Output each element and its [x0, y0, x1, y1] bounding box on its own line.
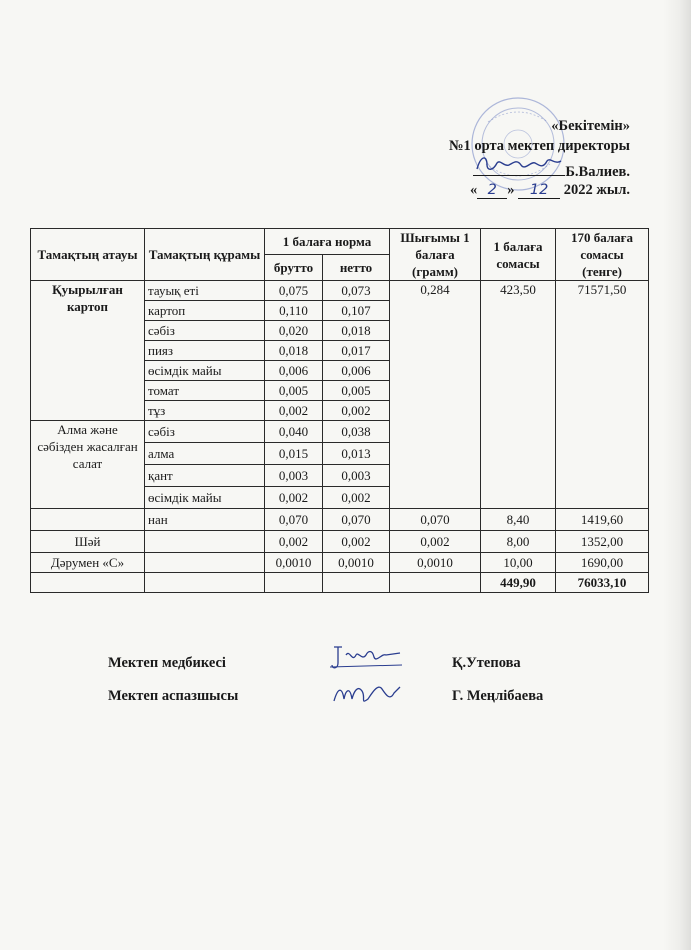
ingredient-net: 0,002: [323, 487, 390, 509]
date-day: 2: [477, 182, 507, 199]
table-row: [31, 531, 649, 553]
tea-composition: [145, 531, 265, 553]
ingredient-gross: 0,015: [265, 443, 323, 465]
ingredient-net: 0,006: [323, 361, 390, 381]
tea-name: Шәй: [31, 531, 145, 553]
page-edge-shadow: [663, 0, 691, 950]
bread-gross: 0,070: [265, 509, 323, 531]
director-signature-line: [473, 161, 630, 181]
date-close-quote: »: [507, 182, 515, 198]
ingredient-gross: 0,075: [265, 281, 323, 301]
totals-empty-5: [390, 573, 481, 593]
vitamin-gross: 0,0010: [265, 553, 323, 573]
table-row: [31, 553, 649, 573]
ingredient-net: 0,038: [323, 421, 390, 443]
totals-empty-2: [145, 573, 265, 593]
bread-net: 0,070: [323, 509, 390, 531]
ingredient-name: өсімдік майы: [145, 361, 265, 381]
ingredient-name: пияз: [145, 341, 265, 361]
ingredient-gross: 0,040: [265, 421, 323, 443]
vitamin-cost-all: 1690,00: [556, 553, 649, 573]
ingredient-gross: 0,003: [265, 465, 323, 487]
ingredient-gross: 0,005: [265, 381, 323, 401]
nurse-name: Қ.Утепова: [452, 655, 521, 671]
bread-composition: нан: [145, 509, 265, 531]
approval-date: [470, 182, 630, 199]
ingredient-net: 0,017: [323, 341, 390, 361]
bread-output: 0,070: [390, 509, 481, 531]
cook-signature: [330, 677, 406, 709]
nurse-signature: [328, 641, 408, 675]
menu-table: [30, 228, 649, 593]
ingredient-name: тұз: [145, 401, 265, 421]
ingredient-name: сәбіз: [145, 421, 265, 443]
cook-row: [108, 688, 544, 705]
dish2-name: Алма және сәбізден жасалған салат: [31, 421, 145, 509]
ingredient-net: 0,018: [323, 321, 390, 341]
vitamin-net: 0,0010: [323, 553, 390, 573]
tea-cost-one: 8,00: [481, 531, 556, 553]
bread-cost-one: 8,40: [481, 509, 556, 531]
ingredient-gross: 0,018: [265, 341, 323, 361]
tea-output: 0,002: [390, 531, 481, 553]
totals-empty-4: [323, 573, 390, 593]
vitamin-cost-one: 10,00: [481, 553, 556, 573]
dish1-cost-one: 423,50: [481, 281, 556, 509]
ingredient-name: қант: [145, 465, 265, 487]
header-cost-all: 170 балаға сомасы (тенге): [556, 229, 649, 281]
table-row: [31, 281, 649, 301]
date-month: 12: [518, 182, 560, 199]
director-signature: [473, 161, 565, 176]
totals-cost-one: 449,90: [481, 573, 556, 593]
ingredient-net: 0,003: [323, 465, 390, 487]
tea-net: 0,002: [323, 531, 390, 553]
header-output: Шығымы 1 балаға (грамм): [390, 229, 481, 281]
vitamin-output: 0,0010: [390, 553, 481, 573]
totals-cost-all: 76033,10: [556, 573, 649, 593]
header-net: нетто: [323, 255, 390, 281]
ingredient-gross: 0,020: [265, 321, 323, 341]
ingredient-name: сәбіз: [145, 321, 265, 341]
totals-empty-1: [31, 573, 145, 593]
header-gross: брутто: [265, 255, 323, 281]
header-composition: Тамақтың құрамы: [145, 229, 265, 281]
tea-gross: 0,002: [265, 531, 323, 553]
ingredient-name: өсімдік майы: [145, 487, 265, 509]
ingredient-gross: 0,006: [265, 361, 323, 381]
table-row: [31, 509, 649, 531]
dish1-output: 0,284: [390, 281, 481, 509]
dish1-cost-all: 71571,50: [556, 281, 649, 509]
director-position: №1 орта мектеп директоры: [448, 138, 630, 154]
ingredient-net: 0,073: [323, 281, 390, 301]
header-dish-name: Тамақтың атауы: [31, 229, 145, 281]
ingredient-name: картоп: [145, 301, 265, 321]
cook-name: Г. Меңлібаева: [452, 688, 544, 704]
nurse-row: [108, 655, 521, 672]
vitamin-composition: [145, 553, 265, 573]
totals-empty-3: [265, 573, 323, 593]
date-open-quote: «: [470, 182, 478, 198]
ingredient-gross: 0,110: [265, 301, 323, 321]
ingredient-gross: 0,002: [265, 487, 323, 509]
ingredient-net: 0,002: [323, 401, 390, 421]
totals-row: [31, 573, 649, 593]
ingredient-net: 0,013: [323, 443, 390, 465]
ingredient-gross: 0,002: [265, 401, 323, 421]
vitamin-name: Дәрумен «С»: [31, 553, 145, 573]
header-row-1: [31, 229, 649, 255]
bread-cost-all: 1419,60: [556, 509, 649, 531]
header-norm: 1 балаға норма: [265, 229, 390, 255]
director-name: Б.Валиев.: [565, 164, 630, 180]
cook-role: Мектеп аспазшысы: [108, 688, 239, 704]
ingredient-name: тауық еті: [145, 281, 265, 301]
tea-cost-all: 1352,00: [556, 531, 649, 553]
ingredient-name: томат: [145, 381, 265, 401]
date-year: 2022 жыл.: [563, 182, 630, 198]
nurse-role: Мектеп медбикесі: [108, 655, 226, 671]
ingredient-net: 0,005: [323, 381, 390, 401]
dish1-name: Қуырылған картоп: [31, 281, 145, 421]
approval-title: «Бекітемін»: [551, 118, 630, 134]
ingredient-net: 0,107: [323, 301, 390, 321]
bread-dish-cell: [31, 509, 145, 531]
ingredient-name: алма: [145, 443, 265, 465]
header-cost-one: 1 балаға сомасы: [481, 229, 556, 281]
